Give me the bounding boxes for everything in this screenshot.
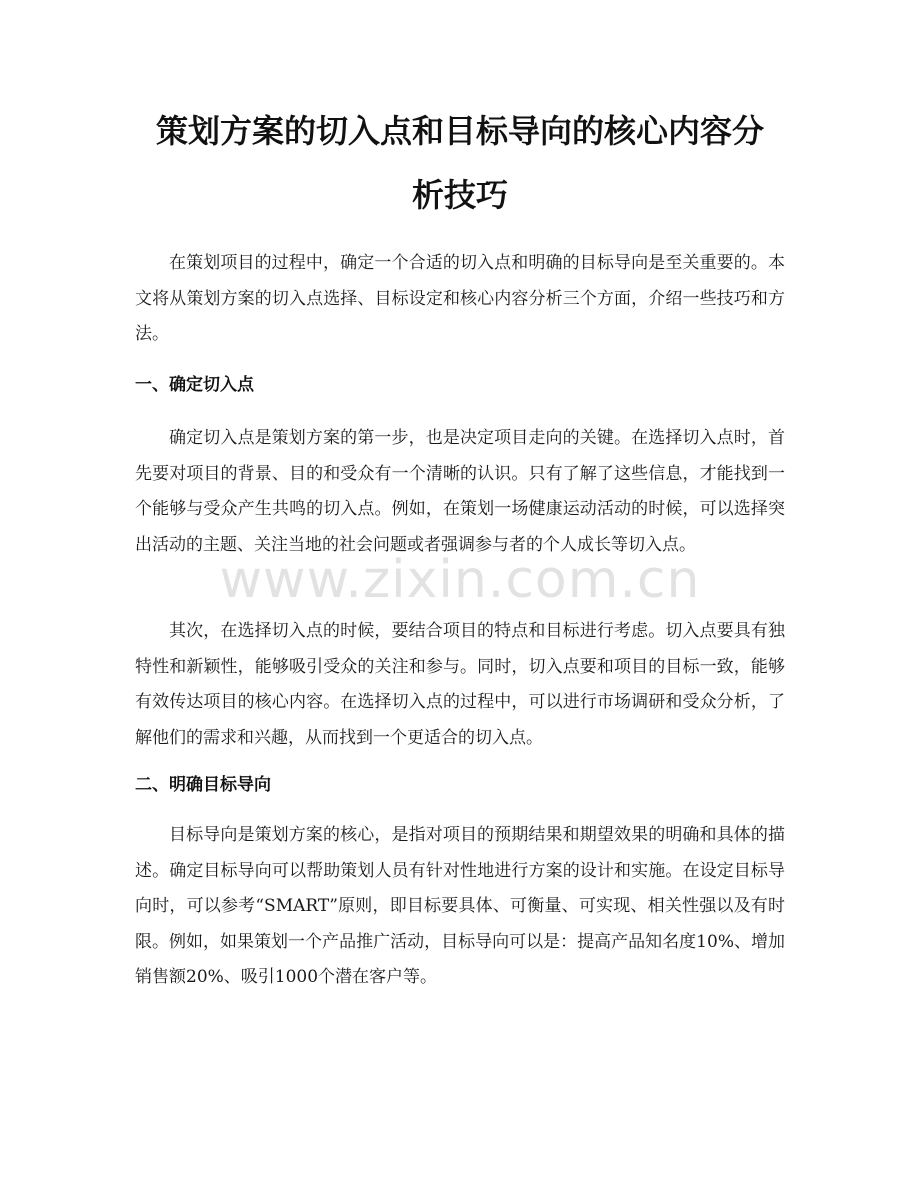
watermark: www.zixin.com.cn	[219, 550, 701, 610]
document-title-line-1: 策划方案的切入点和目标导向的核心内容分	[155, 112, 764, 150]
intro-paragraph: 在策划项目的过程中，确定一个合适的切入点和明确的目标导向是至关重要的。本文将从策划方案的切入点选择、目标设定和核心内容分析三个方面，介绍一些技巧和方法。	[135, 253, 785, 344]
document-title-line-2: 析技巧	[411, 176, 508, 214]
section-1-paragraph-2: 其次，在选择切入点的时候，要结合项目的特点和目标进行考虑。切入点要具有独特性和新颖性，能够吸引受众的关注和参与。同时，切入点要和项目的目标一致，能够有效传达项目的核心内容。在选择切入点的过程中，可以进行市场调研和受众分析，了解他们的需求和兴趣，从而找到一个更适合的切入点。	[135, 621, 785, 748]
section-heading-entry-point: 一、确定切入点	[135, 375, 254, 395]
section-heading-goal-orientation: 二、明确目标导向	[135, 775, 271, 795]
section-1-paragraph-1: 确定切入点是策划方案的第一步，也是决定项目走向的关键。在选择切入点时，首先要对项目的背景、目的和受众有一个清晰的认识。只有了解了这些信息，才能找到一个能够与受众产生共鸣的切入点。例如，在策划一场健康运动活动的时候，可以选择突出活动的主题、关注当地的社会问题或者强调参与者的个人成长等切入点。	[135, 428, 785, 555]
section-2-paragraph-1: 目标导向是策划方案的核心，是指对项目的预期结果和期望效果的明确和具体的描述。确定目标导向可以帮助策划人员有针对性地进行方案的设计和实施。在设定目标导向时，可以参考“SMART”原则，即目标要具体、可衡量、可实现、相关性强以及有时限。例如，如果策划一个产品推广活动，目标导向可以是：提高产品知名度10%、增加销售额20%、吸引1000个潜在客户等。	[135, 825, 785, 987]
